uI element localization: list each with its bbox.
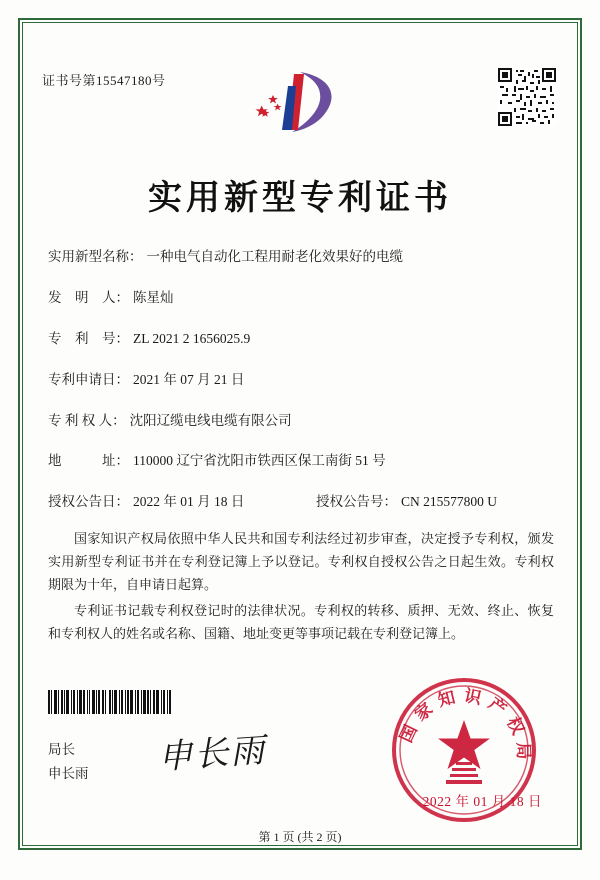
certificate-number: 证书号第15547180号 <box>42 73 166 88</box>
seal-date: 2022 年 01 月 18 日 <box>422 794 542 809</box>
field-grant-date <box>48 493 316 512</box>
signature-title: 局长 <box>48 742 75 757</box>
field-label: 地 址 <box>48 453 116 469</box>
field-separator: ： <box>112 412 126 428</box>
field-value: 2022 年 01 月 18 日 <box>133 494 245 510</box>
field-row-patent-number <box>48 330 556 349</box>
field-label: 实用新型名称 <box>48 249 129 264</box>
svg-text:国家知识产权局: 国家知识产权局 <box>396 686 534 767</box>
field-label: 发 明 人 <box>48 289 116 305</box>
field-value: 沈阳辽缆电线电缆有限公司 <box>129 412 292 428</box>
barcode <box>48 690 230 714</box>
field-separator: ： <box>115 289 129 305</box>
signature-block <box>48 738 89 787</box>
body-text <box>48 528 554 650</box>
field-separator: ： <box>115 330 129 346</box>
field-row-patentee <box>48 412 556 431</box>
paragraph-2: 专利证书记载专利权登记时的法律状况。专利权的转移、质押、无效、终止、恢复和专利权人的姓名或名称、国籍、地址变更等事项记载在专利登记簿上。 <box>48 603 554 641</box>
cnipa-logo-icon <box>248 66 344 138</box>
field-value: ZL 2021 2 1656025.9 <box>133 330 251 346</box>
paragraph-1: 国家知识产权局依照中华人民共和国专利法经过初步审查，决定授予专利权，颁发实用新型专利证书并在专利登记簿上予以登记。专利权自授权公告之日起生效。专利权期限为十年，自申请日起算。 <box>48 531 554 592</box>
field-separator: ： <box>115 371 129 387</box>
field-row-application-date <box>48 371 556 390</box>
field-value: 陈星灿 <box>133 289 174 305</box>
field-label: 专利申请日 <box>48 371 116 387</box>
field-grant-number <box>316 493 556 512</box>
field-row-address <box>48 452 556 471</box>
page-title: 实用新型专利证书 <box>148 178 452 218</box>
field-label: 授权公告日 <box>48 494 116 510</box>
field-separator: ： <box>115 494 129 510</box>
field-value: 110000 辽宁省沈阳市铁西区保工南街 51 号 <box>133 453 386 469</box>
field-row-grant-info <box>48 493 556 512</box>
field-value: CN 215577800 U <box>401 494 498 510</box>
field-value: 一种电气自动化工程用耐老化效果好的电缆 <box>146 249 403 264</box>
field-label: 专 利 权 人 <box>48 412 113 428</box>
field-separator: ： <box>129 249 143 264</box>
field-separator: ： <box>115 453 129 469</box>
field-label: 专 利 号 <box>48 330 116 346</box>
field-label: 授权公告号 <box>316 494 384 510</box>
qr-code <box>498 68 556 126</box>
field-row-name <box>48 248 556 267</box>
field-list <box>48 248 556 534</box>
signature-name: 申长雨 <box>48 766 89 782</box>
field-row-inventor <box>48 289 556 308</box>
field-separator: ： <box>383 494 397 510</box>
page-footer: 第 1 页 (共 2 页) <box>258 830 342 844</box>
handwritten-signature: 申长雨 <box>156 730 268 778</box>
field-value: 2021 年 07 月 21 日 <box>133 371 245 387</box>
